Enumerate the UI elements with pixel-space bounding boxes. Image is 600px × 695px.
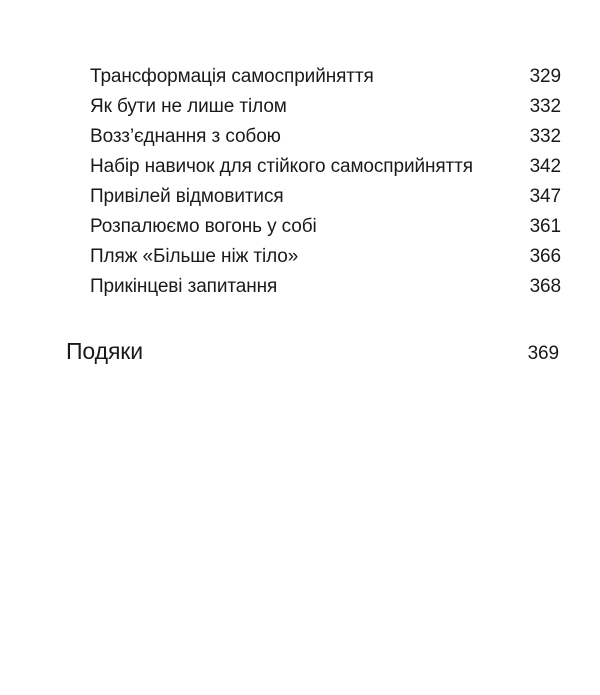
toc-entry-title: Возз’єднання з собою bbox=[90, 126, 281, 147]
toc-entry bbox=[90, 96, 561, 118]
toc-entry-title: Прикінцеві запитання bbox=[90, 276, 278, 297]
toc-entry bbox=[90, 216, 561, 238]
toc-entry bbox=[90, 66, 561, 88]
toc-entry-title: Розпалюємо вогонь у собі bbox=[90, 216, 317, 237]
toc-entry bbox=[90, 126, 561, 148]
toc-entry bbox=[90, 186, 561, 208]
toc-entry-title: Привілей відмовитися bbox=[90, 186, 284, 207]
toc-entry-page: 347 bbox=[529, 186, 561, 207]
toc-entry-page: 361 bbox=[529, 216, 561, 237]
toc-entry-title: Пляж «Більше ніж тіло» bbox=[90, 246, 299, 267]
toc-entry-page: 342 bbox=[529, 156, 561, 177]
toc-entry-title: Трансформація самосприйняття bbox=[90, 66, 374, 87]
toc-entry bbox=[90, 276, 561, 298]
toc-entry-title: Як бути не лише тілом bbox=[90, 96, 287, 117]
toc-entry-title: Набір навичок для стійкого самосприйняття bbox=[90, 156, 473, 177]
toc-chapter-entry bbox=[66, 338, 559, 367]
toc-entry-page: 332 bbox=[529, 96, 561, 117]
toc-entry bbox=[90, 156, 561, 178]
toc-entry-page: 332 bbox=[529, 126, 561, 147]
toc-entry bbox=[90, 246, 561, 268]
toc-chapter-title: Подяки bbox=[66, 338, 144, 364]
toc-chapter-page: 369 bbox=[527, 343, 559, 364]
toc-entry-page: 368 bbox=[529, 276, 561, 297]
toc-entry-page: 366 bbox=[529, 246, 561, 267]
toc-entry-page: 329 bbox=[529, 66, 561, 87]
